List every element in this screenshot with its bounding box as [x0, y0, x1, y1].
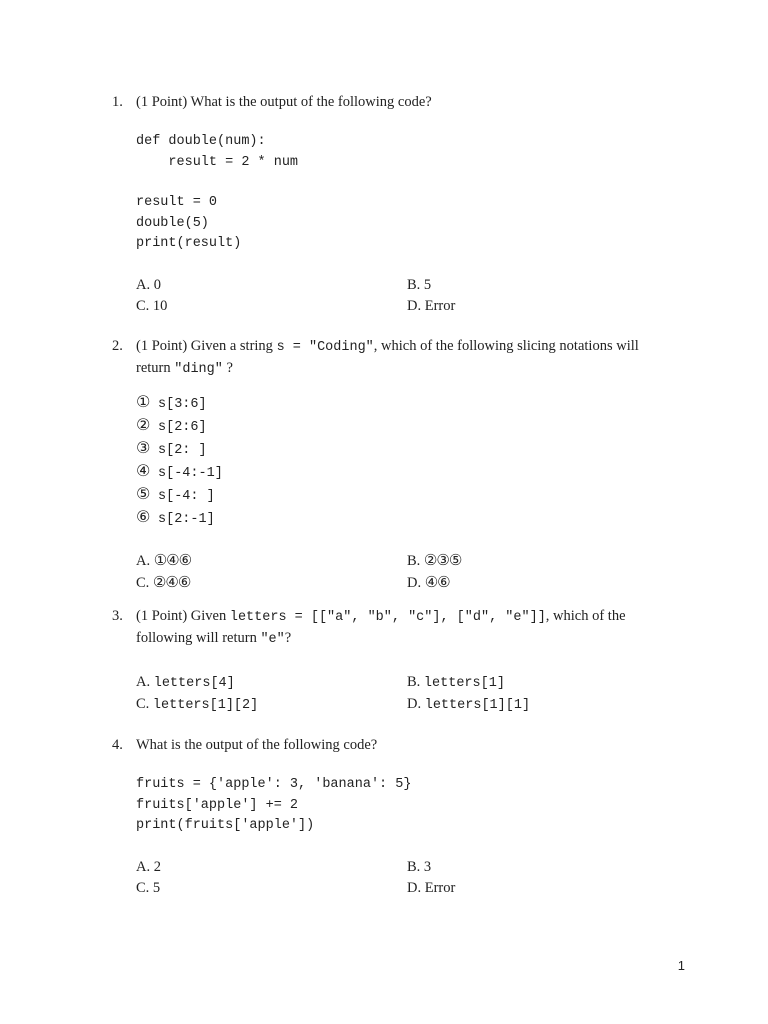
choice-a[interactable]: A. 0	[136, 276, 161, 293]
choice-c[interactable]: C. 10	[136, 297, 168, 314]
list-item: ⑤ s[-4: ]	[136, 484, 215, 504]
question-4	[112, 735, 692, 899]
inline-code: letters = [["a", "b", "c"], ["d", "e"]]	[229, 610, 546, 625]
question-number: 4.	[112, 737, 123, 753]
question-prompt: (1 Point) What is the output of the following code?	[136, 94, 432, 110]
choice-b[interactable]: B. letters[1]	[407, 674, 505, 691]
answer-choices	[136, 550, 692, 594]
inline-code: s = "Coding"	[276, 340, 374, 355]
choice-c[interactable]: C. letters[1][2]	[136, 696, 259, 713]
choice-b[interactable]: B. ②③⑤	[407, 551, 462, 569]
list-item: ③ s[2: ]	[136, 438, 207, 458]
choice-c[interactable]: C. ②④⑥	[136, 573, 191, 591]
circled-number-4: ④	[136, 461, 151, 480]
question-prompt: (1 Point) Given a string s = "Coding", which of the following slicing notations will return "ding" ?	[136, 338, 639, 377]
list-item: ① s[3:6]	[136, 392, 207, 412]
circled-number-5: ⑤	[136, 484, 151, 503]
question-3	[112, 606, 692, 716]
question-2	[112, 336, 692, 594]
choice-d[interactable]: D. ④⑥	[407, 573, 450, 591]
page-number: 1	[677, 958, 685, 973]
choice-a[interactable]: A. 2	[136, 858, 161, 875]
list-item: ② s[2:6]	[136, 415, 207, 435]
question-1	[112, 92, 692, 317]
circled-number-1: ①	[136, 392, 151, 411]
list-item: ④ s[-4:-1]	[136, 461, 223, 481]
circled-number-2: ②	[136, 415, 151, 434]
question-prompt: What is the output of the following code?	[136, 737, 378, 753]
choice-c[interactable]: C. 5	[136, 879, 161, 896]
circled-number-3: ③	[136, 438, 151, 457]
inline-code: "ding"	[174, 362, 223, 377]
choice-d[interactable]: D. Error	[407, 879, 456, 896]
answer-choices	[136, 857, 692, 899]
answer-choices	[136, 275, 692, 317]
choice-d[interactable]: D. letters[1][1]	[407, 696, 531, 713]
circled-number-6: ⑥	[136, 507, 151, 526]
choice-d[interactable]: D. Error	[407, 297, 456, 314]
list-item: ⑥ s[2:-1]	[136, 507, 215, 527]
question-number: 2.	[112, 338, 123, 354]
choice-b[interactable]: B. 3	[407, 858, 432, 875]
choice-a[interactable]: A. ①④⑥	[136, 551, 192, 569]
question-number: 3.	[112, 608, 123, 624]
inline-code: "e"	[260, 632, 285, 647]
choice-b[interactable]: B. 5	[407, 276, 432, 293]
question-number: 1.	[112, 94, 123, 110]
code-block: fruits = {'apple': 3, 'banana': 5} fruits['apple'] += 2 print(fruits['apple'])	[136, 777, 412, 833]
question-prompt: (1 Point) Given letters = [["a", "b", "c"], ["d", "e"]], which of the following will return "e"?	[136, 608, 626, 647]
code-block: def double(num): result = 2 * num	[136, 134, 299, 170]
choice-a[interactable]: A. letters[4]	[136, 674, 235, 691]
slicing-options	[136, 392, 692, 530]
answer-choices	[136, 672, 692, 716]
code-block: result = 0 double(5) print(result)	[136, 195, 242, 251]
